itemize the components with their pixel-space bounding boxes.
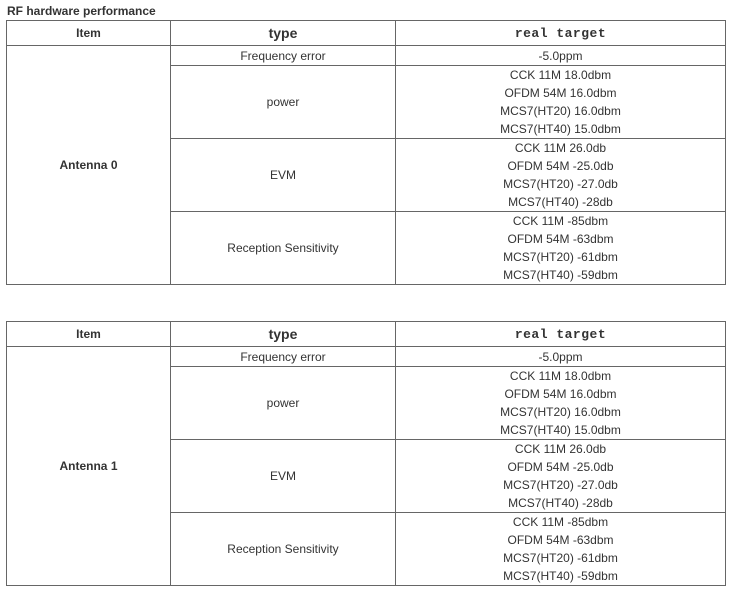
target-value: CCK 11M 18.0dbm bbox=[509, 369, 612, 383]
header-type: type bbox=[171, 21, 396, 46]
target-value: MCS7(HT40) -59dbm bbox=[503, 268, 618, 282]
type-cell: EVM bbox=[171, 139, 396, 212]
target-value: MCS7(HT20) -61dbm bbox=[503, 551, 618, 565]
type-cell: Reception Sensitivity bbox=[171, 212, 396, 285]
table-header-row bbox=[7, 21, 726, 46]
target-value: CCK 11M 26.0db bbox=[514, 442, 607, 456]
type-cell: Frequency error bbox=[171, 46, 396, 66]
type-cell: EVM bbox=[171, 440, 396, 513]
target-value: CCK 11M -85dbm bbox=[512, 515, 609, 529]
target-cell bbox=[396, 347, 726, 367]
target-cell bbox=[396, 139, 726, 212]
target-cell bbox=[396, 212, 726, 285]
type-cell: power bbox=[171, 367, 396, 440]
target-cell bbox=[396, 513, 726, 586]
page-title: RF hardware performance bbox=[7, 4, 156, 18]
target-value: MCS7(HT20) -27.0db bbox=[503, 177, 618, 191]
target-value: MCS7(HT40) -28db bbox=[508, 496, 613, 510]
target-value: -5.0ppm bbox=[538, 349, 583, 364]
target-value: CCK 11M 18.0dbm bbox=[509, 68, 612, 82]
target-cell bbox=[396, 367, 726, 440]
target-value: MCS7(HT20) 16.0dbm bbox=[500, 405, 621, 419]
target-value: MCS7(HT20) -61dbm bbox=[503, 250, 618, 264]
table-row bbox=[7, 347, 726, 367]
antenna-label: Antenna 1 bbox=[7, 347, 171, 586]
header-item: Item bbox=[7, 322, 171, 347]
rf-performance-table-antenna-0 bbox=[6, 20, 726, 285]
target-value: MCS7(HT20) 16.0dbm bbox=[500, 104, 621, 118]
type-cell: Reception Sensitivity bbox=[171, 513, 396, 586]
target-value: MCS7(HT20) -27.0db bbox=[503, 478, 618, 492]
target-value: OFDM 54M -25.0db bbox=[507, 159, 614, 173]
header-real-target: real target bbox=[396, 21, 726, 46]
target-cell bbox=[396, 46, 726, 66]
target-value: OFDM 54M 16.0dbm bbox=[504, 86, 617, 100]
target-value: MCS7(HT40) 15.0dbm bbox=[500, 122, 621, 136]
target-value: CCK 11M 26.0db bbox=[514, 141, 607, 155]
target-value: OFDM 54M -25.0db bbox=[507, 460, 614, 474]
target-value: OFDM 54M -63dbm bbox=[507, 533, 614, 547]
target-value: CCK 11M -85dbm bbox=[512, 214, 609, 228]
header-type: type bbox=[171, 322, 396, 347]
target-value: MCS7(HT40) -59dbm bbox=[503, 569, 618, 583]
table-row bbox=[7, 46, 726, 66]
target-value: MCS7(HT40) 15.0dbm bbox=[500, 423, 621, 437]
target-value: OFDM 54M -63dbm bbox=[507, 232, 614, 246]
header-real-target: real target bbox=[396, 322, 726, 347]
target-value: MCS7(HT40) -28db bbox=[508, 195, 613, 209]
rf-performance-table-antenna-1 bbox=[6, 321, 726, 586]
table-header-row bbox=[7, 322, 726, 347]
header-item: Item bbox=[7, 21, 171, 46]
type-cell: power bbox=[171, 66, 396, 139]
target-value: -5.0ppm bbox=[538, 48, 583, 63]
target-value: OFDM 54M 16.0dbm bbox=[504, 387, 617, 401]
target-cell bbox=[396, 66, 726, 139]
antenna-label: Antenna 0 bbox=[7, 46, 171, 285]
target-cell bbox=[396, 440, 726, 513]
type-cell: Frequency error bbox=[171, 347, 396, 367]
